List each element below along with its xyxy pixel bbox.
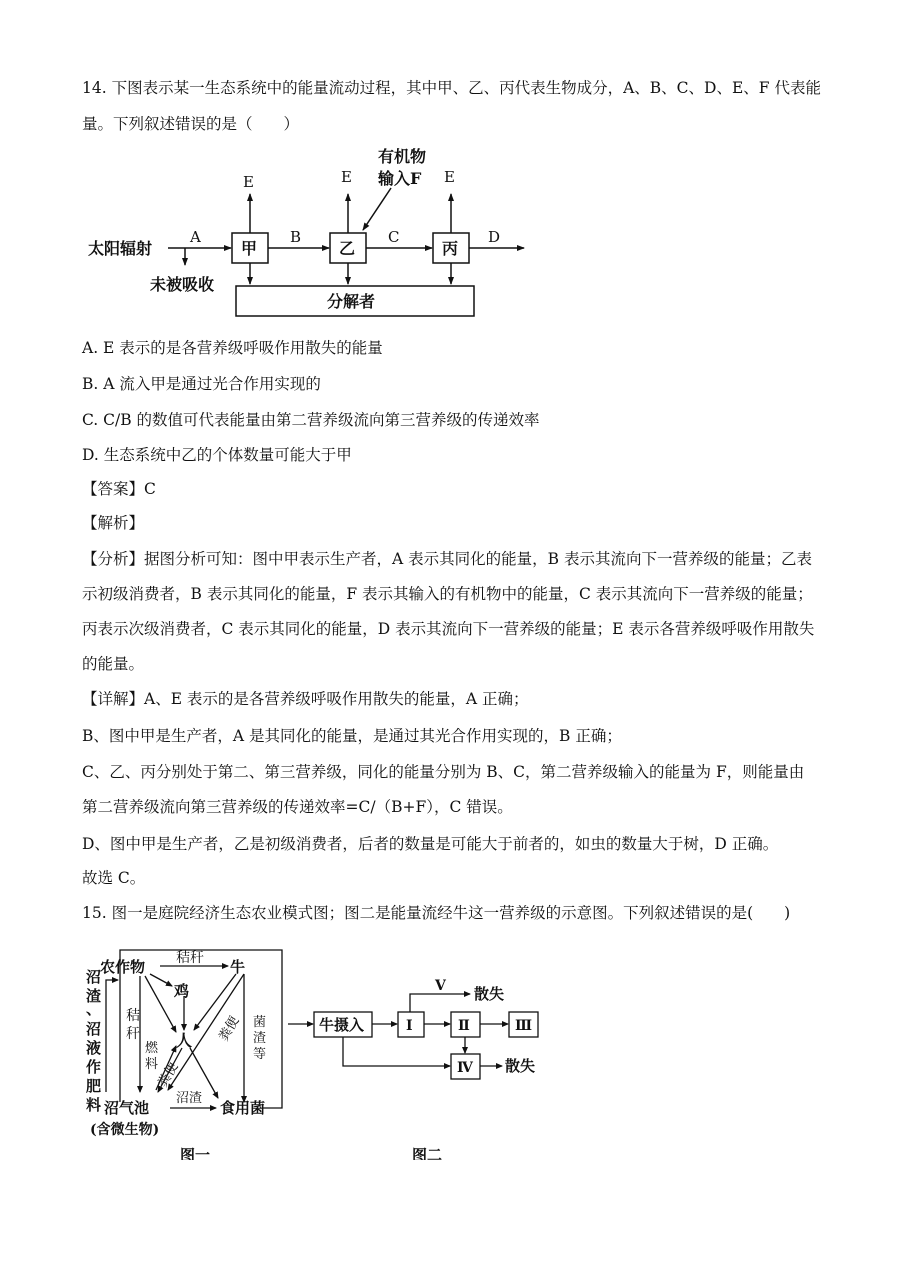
explanation-line: C、乙、丙分别处于第二、第三营养级，同化的能量分别为 B、C，第二营养级输入的能量为 F，则能量由 [82,763,805,781]
box-iii-label: Ⅲ [515,1018,533,1034]
chicken-label: 鸡 [174,982,190,1000]
box-ii-label: Ⅱ [458,1018,470,1034]
cattle-label: 牛 [230,958,246,976]
figure-two-caption: 图二 [412,1146,443,1160]
straw-left-2: 秆 [126,1026,140,1042]
organic-input-line2: 输入F [378,169,422,188]
label-d: D [488,228,501,246]
fertilizer-char: 料 [86,1096,102,1114]
manure-label-1: 粪便 [155,1059,182,1090]
fuel-1: 燃 [145,1041,159,1056]
label-a: A [190,228,201,246]
explanation-line: 的能量。 [82,655,145,673]
q15-figure-two [280,960,580,1160]
q15-figure-one [0,930,300,1160]
person-label: 人 [176,1031,193,1050]
fertilizer-char: 作 [86,1058,102,1076]
organic-input-line1: 有机物 [378,147,427,166]
label-e3: E [444,168,455,186]
q14-option-a: A. E 表示的是各营养级呼吸作用散失的能量 [82,339,383,357]
straw-top-label: 秸秆 [176,950,204,966]
crops-label: 农作物 [100,958,146,976]
q14-energy-flow-diagram [0,140,900,330]
fertilizer-char: 肥 [86,1077,102,1095]
label-c: C [388,228,400,246]
loss-label-2: 散失 [505,1057,536,1075]
box-i-label: Ⅰ [406,1018,413,1034]
intake-label: 牛摄入 [319,1016,365,1034]
box-yi-label: 乙 [339,239,356,258]
explanation-line: 【详解】A、E 表示的是各营养级呼吸作用散失的能量，A 正确； [82,690,529,708]
microbes-label: (含微生物) [90,1122,160,1138]
label-b: B [290,228,302,246]
mushroom-label: 食用菌 [220,1099,266,1117]
label-e1: E [243,173,254,191]
explanation-line: 第二营养级流向第三营养级的传递效率=C/（B+F），C 错误。 [82,798,513,816]
not-absorbed-label: 未被吸收 [150,275,215,294]
explanation-line: B、图中甲是生产者，A 是其同化的能量，是通过其光合作用实现的，B 正确； [82,727,622,745]
label-v: Ⅴ [435,978,446,994]
fertilizer-char: 、 [86,1000,102,1018]
explanation-line: 故选 C。 [82,869,146,887]
label-e2: E [341,168,352,186]
q14-option-b: B. A 流入甲是通过光合作用实现的 [82,375,321,393]
explanation-line: D、图中甲是生产者，乙是初级消费者，后者的数量是可能大于前者的，如虫的数量大于树，D 正确。 [82,835,779,853]
fertilizer-char: 沼 [86,1020,102,1038]
residue-1: 菌 [253,1015,267,1030]
fertilizer-char: 沼 [86,968,102,986]
q14-option-d: D. 生态系统中乙的个体数量可能大于甲 [82,446,352,464]
biogas-pool-label: 沼气池 [104,1099,150,1117]
explanation-line: 示初级消费者，B 表示其同化的能量，F 表示其输入的有机物中的能量，C 表示其流向下一营养级的能量； [82,585,813,603]
straw-left-1: 秸 [126,1008,140,1024]
fertilizer-char: 液 [86,1039,102,1057]
biogas-residue-label: 沼渣 [176,1091,203,1106]
q14-stem-line1: 14. 下图表示某一生态系统中的能量流动过程，其中甲、乙、丙代表生物成分，A、B、C、D、E、F 代表能 [82,79,821,97]
box-iv-label: Ⅳ [457,1060,473,1076]
q14-answer: 【答案】C [82,480,156,498]
q14-option-c: C. C/B 的数值可代表能量由第二营养级流向第三营养级的传递效率 [82,411,540,429]
manure-label-2: 粪便 [216,1013,243,1044]
fertilizer-char: 渣 [86,987,102,1005]
explanation-line: 【分析】据图分析可知：图中甲表示生产者，A 表示其同化的能量，B 表示其流向下一营养级的能量；乙表 [82,550,812,568]
loss-label-1: 散失 [474,985,505,1003]
box-bing-label: 丙 [442,239,459,258]
decomposer-label: 分解者 [327,292,376,311]
residue-3: 等 [253,1047,267,1062]
source-label: 太阳辐射 [88,239,153,258]
explanation-line: 丙表示次级消费者，C 表示其同化的能量，D 表示其流向下一营养级的能量；E 表示各营养级呼吸作用散失 [82,620,815,638]
fuel-2: 料 [145,1057,159,1072]
q14-stem-line2: 量。下列叙述错误的是（ ） [82,115,300,133]
residue-2: 渣 [253,1031,267,1046]
box-jia-label: 甲 [241,239,258,258]
figure-one-caption: 图一 [180,1146,211,1160]
q15-stem: 15. 图一是庭院经济生态农业模式图；图二是能量流经牛这一营养级的示意图。下列叙述错误的是( ) [82,904,791,922]
q14-analysis-title: 【解析】 [82,514,145,532]
